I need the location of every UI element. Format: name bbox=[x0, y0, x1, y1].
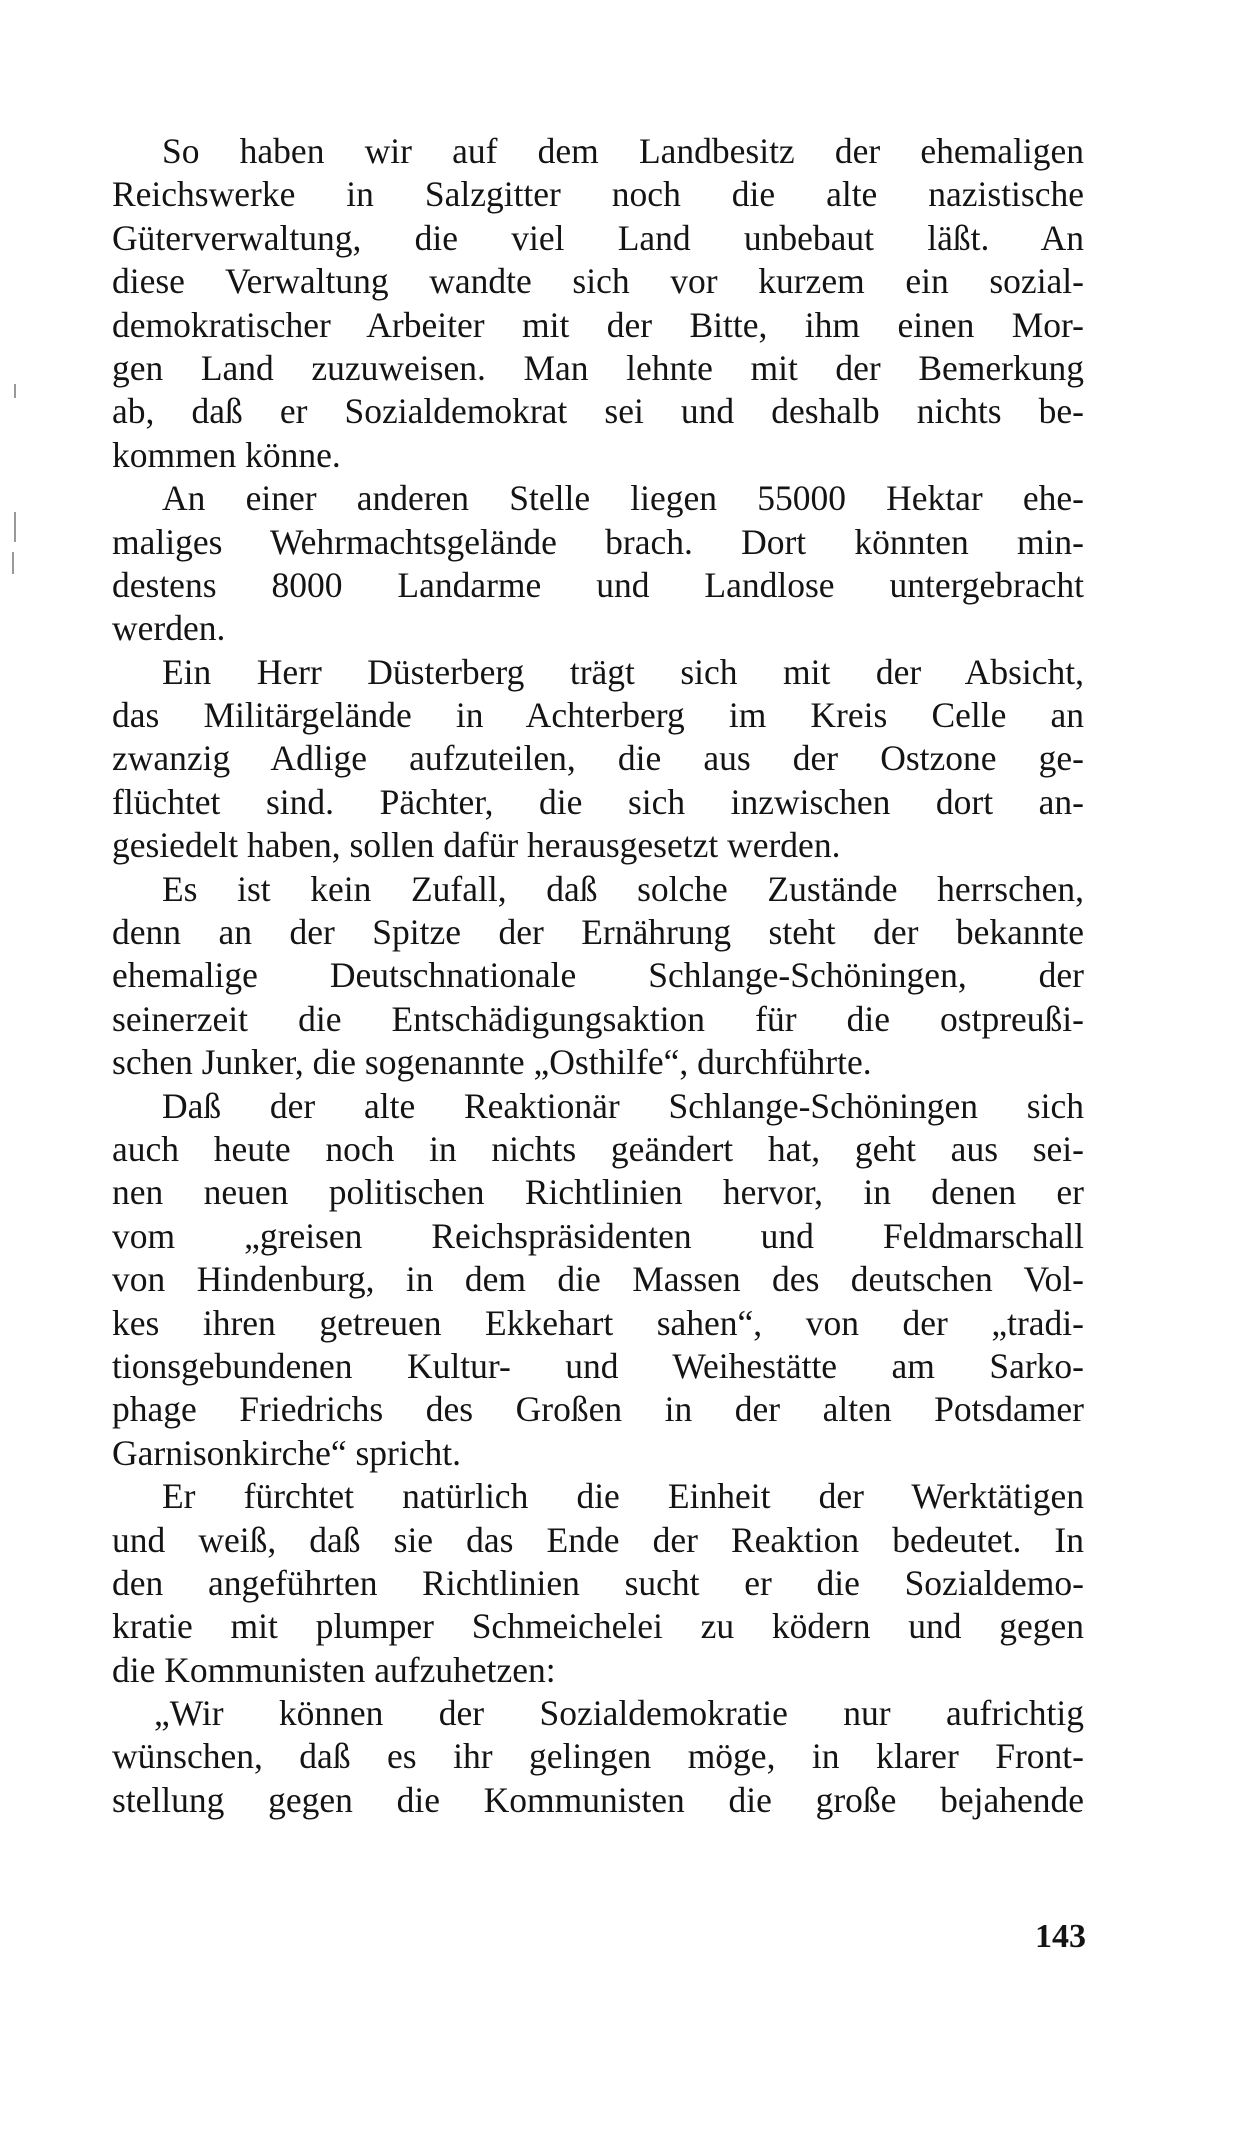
text-line: werden. bbox=[112, 608, 226, 649]
text-line: flüchtet sind. Pächter, die sich inzwischen dort an- bbox=[112, 781, 1084, 822]
text-line: das Militärgelände in Achterberg im Kreis Celle an bbox=[112, 695, 1084, 736]
text-line: Daß der alte Reaktionär Schlange-Schöningen sich bbox=[162, 1085, 1084, 1126]
text-line: die Kommunisten aufzuhetzen: bbox=[112, 1649, 556, 1690]
text-line: nen neuen politischen Richtlinien hervor, in denen er bbox=[112, 1172, 1084, 1213]
page-number: 143 bbox=[1035, 1918, 1086, 1955]
text-line: von Hindenburg, in dem die Massen des deutschen Vol- bbox=[112, 1259, 1084, 1300]
body-text bbox=[112, 130, 1084, 1822]
text-line: kratie mit plumper Schmeichelei zu ködern und gegen bbox=[112, 1606, 1084, 1647]
text-line: gesiedelt haben, sollen dafür herausgesetzt werden. bbox=[112, 825, 841, 866]
text-line: maliges Wehrmachtsgelände brach. Dort könnten min- bbox=[112, 521, 1084, 562]
text-line: diese Verwaltung wandte sich vor kurzem ein sozial- bbox=[112, 261, 1084, 302]
text-line: Ein Herr Düsterberg trägt sich mit der Absicht, bbox=[162, 651, 1084, 692]
text-line: und weiß, daß sie das Ende der Reaktion bedeutet. In bbox=[112, 1519, 1084, 1560]
text-line: Reichswerke in Salzgitter noch die alte nazistische bbox=[112, 174, 1084, 215]
text-line: ehemalige Deutschnationale Schlange-Schöningen, der bbox=[112, 955, 1084, 996]
text-line: Er fürchtet natürlich die Einheit der Werktätigen bbox=[162, 1476, 1084, 1517]
text-line: seinerzeit die Entschädigungsaktion für die ostpreußi- bbox=[112, 998, 1084, 1039]
text-line: zwanzig Adlige aufzuteilen, die aus der Ostzone ge- bbox=[112, 738, 1084, 779]
text-line: stellung gegen die Kommunisten die große bejahende bbox=[112, 1779, 1084, 1820]
margin-mark bbox=[14, 384, 16, 398]
text-line: schen Junker, die sogenannte „Osthilfe“, durchführte. bbox=[112, 1042, 872, 1083]
text-line: auch heute noch in nichts geändert hat, geht aus sei- bbox=[112, 1128, 1084, 1169]
text-line: vom „greisen Reichspräsidenten und Feldmarschall bbox=[112, 1215, 1084, 1256]
text-line: „Wir können der Sozialdemokratie nur aufrichtig bbox=[154, 1693, 1084, 1734]
margin-mark bbox=[12, 552, 14, 574]
text-line: kes ihren getreuen Ekkehart sahen“, von der „tradi- bbox=[112, 1302, 1084, 1343]
text-line: den angeführten Richtlinien sucht er die Sozialdemo- bbox=[112, 1562, 1084, 1603]
text-line: ab, daß er Sozialdemokrat sei und deshalb nichts be- bbox=[112, 391, 1084, 432]
margin-mark bbox=[14, 512, 16, 542]
text-line: destens 8000 Landarme und Landlose untergebracht bbox=[112, 564, 1084, 605]
text-line: So haben wir auf dem Landbesitz der ehemaligen bbox=[162, 131, 1084, 171]
text-line: demokratischer Arbeiter mit der Bitte, ihm einen Mor- bbox=[112, 304, 1084, 345]
text-line: kommen könne. bbox=[112, 434, 341, 475]
text-line: An einer anderen Stelle liegen 55000 Hektar ehe- bbox=[162, 478, 1084, 519]
text-line: wünschen, daß es ihr gelingen möge, in klarer Front- bbox=[112, 1736, 1084, 1777]
text-line: Garnisonkirche“ spricht. bbox=[112, 1432, 461, 1473]
text-line: Güterverwaltung, die viel Land unbebaut läßt. An bbox=[112, 217, 1084, 258]
text-line: denn an der Spitze der Ernährung steht der bekannte bbox=[112, 912, 1084, 953]
text-line: tionsgebundenen Kultur- und Weihestätte am Sarko- bbox=[112, 1345, 1084, 1386]
text-line: phage Friedrichs des Großen in der alten Potsdamer bbox=[112, 1389, 1084, 1430]
text-line: Es ist kein Zufall, daß solche Zustände herrschen, bbox=[162, 868, 1084, 909]
text-line: gen Land zuzuweisen. Man lehnte mit der Bemerkung bbox=[112, 347, 1084, 388]
